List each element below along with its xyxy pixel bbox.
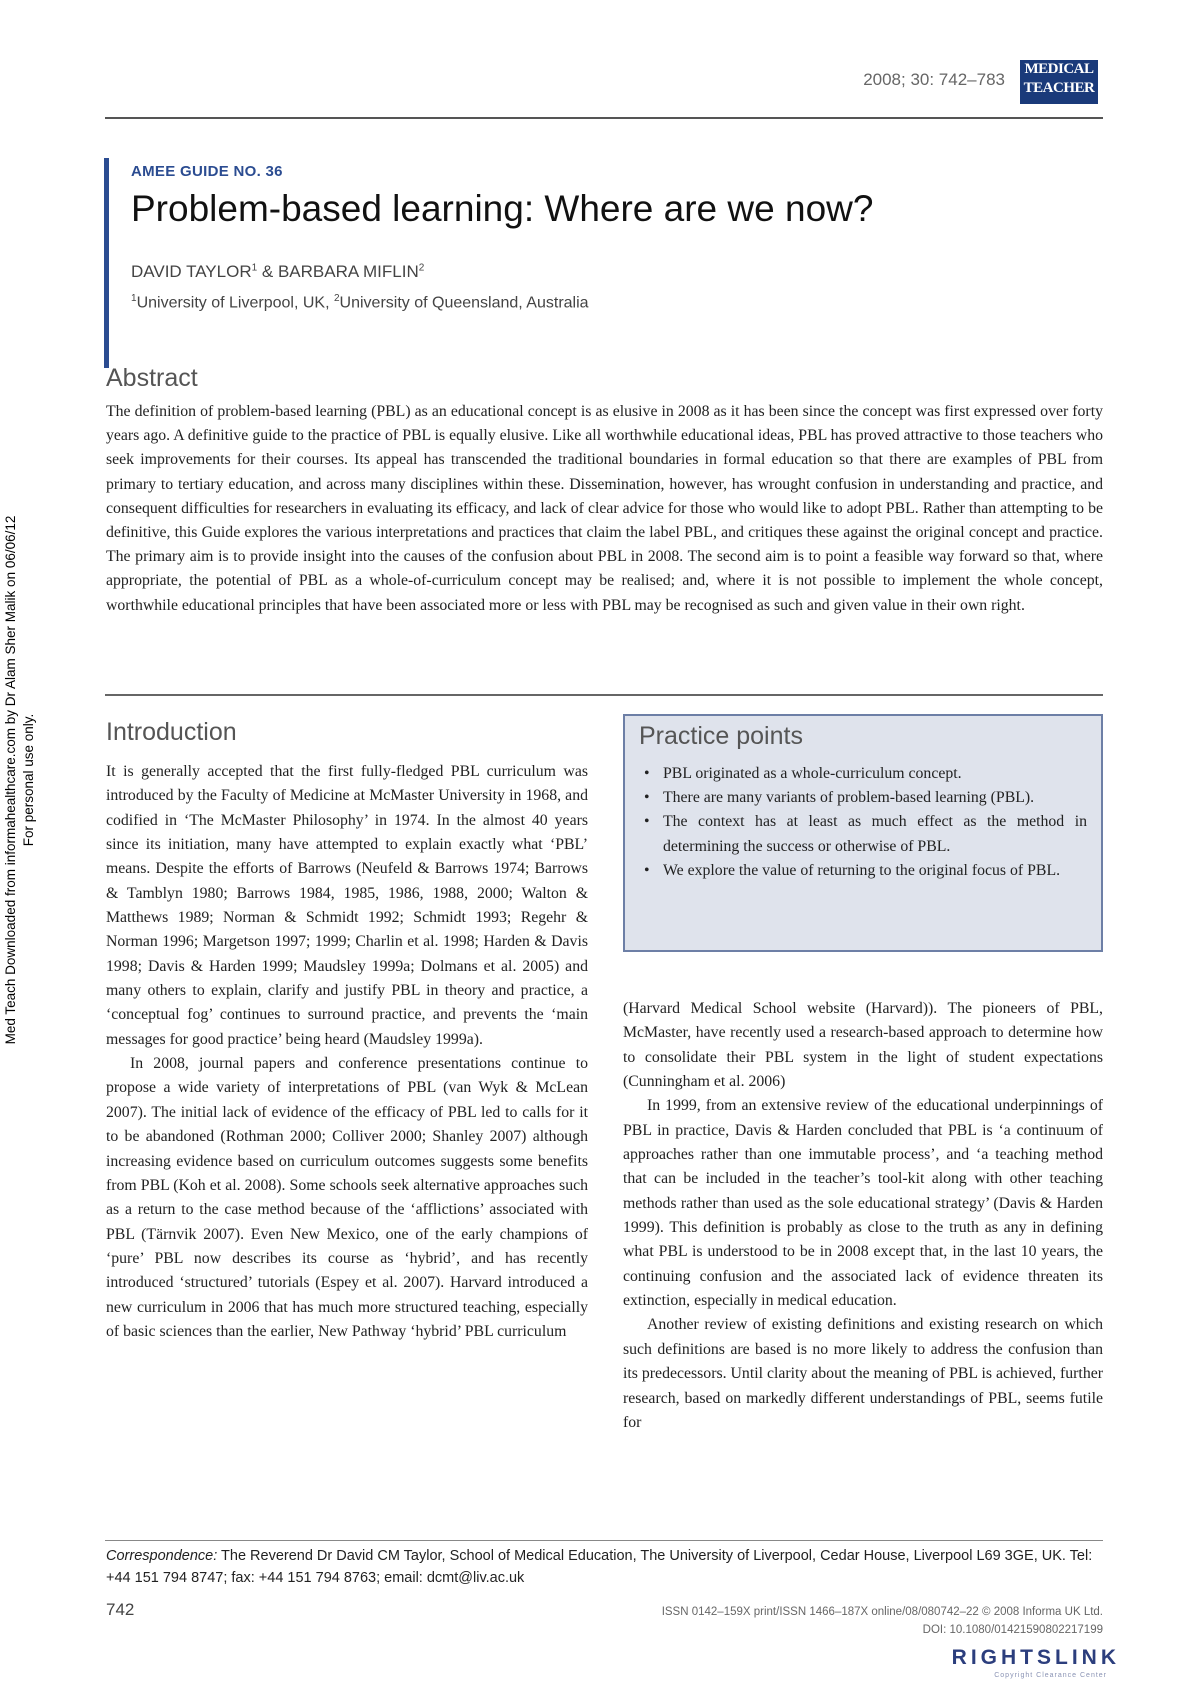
doi-line: DOI: 10.1080/01421590802217199 (922, 1624, 1103, 1636)
practice-points-list (641, 762, 1087, 883)
journal-reference: 2008; 30: 742–783 (863, 70, 1005, 89)
author-name: BARBARA MIFLIN (277, 262, 419, 281)
abstract-body: The definition of problem-based learning (PBL) as an educational concept is as elusive in 2008 as it has been since the concept was first expressed over forty years ago. A definitive guide to the practice of PBL is equally elusive. Like all worthwhile educational ideas, PBL has proved attractive to those teachers who seek improvements for their courses. Its appeal has transcended the traditional boundaries in formal education so that there are examples of PBL from primary to tertiary education, and across many disciplines within these. Dissemination, however, has wrought confusion in understanding and practice, and consequent difficulties for researchers in evaluating its efficacy, and lack of clear advice for those who would like to adopt PBL. Rather than attempting to be definitive, this Guide explores the various interpretations and practices that claim the label PBL, and critiques these against the original concept and practice. The primary aim is to provide insight into the causes of the confusion about PBL in 2008. The second aim is to point a feasible way forward so that, where appropriate, the potential of PBL as a whole-of-curriculum concept may be realised; and, where it is not possible to implement the whole concept, worthwhile educational principles that have been associated more or less with PBL may be recognised as such and given value in their own right. (106, 403, 1103, 614)
practice-point-item: • We explore the value of returning to the original focus of PBL. (641, 859, 1087, 883)
body-paragraph: In 1999, from an extensive review of the educational underpinnings of PBL in practice, Davis & Harden concluded that PBL is ‘a continuum of approaches rather than one immutable process’, and ‘a teaching method that can be included in the teacher’s tool-kit along with other teaching methods rather than used as the sole educational strategy’ (Davis & Harden 1999). This definition is probably as close to the truth as any in defining what PBL is understood to be in 2008 except that, in the last 10 years, the continuing confusion and the associated lack of evidence threaten its extinction, especially in medical education. (623, 1097, 1103, 1310)
article-title: Problem-based learning: Where are we now? (131, 188, 874, 229)
body-paragraph: In 2008, journal papers and conference presentations continue to propose a wide variety of interpretations of PBL (van Wyk & McLean 2007). The initial lack of evidence of the efficacy of PBL led to calls for it to be abandoned (Rothman 2000; Colliver 2000; Shanley 2007) although increasing evidence based on curriculum outcomes suggests some benefits from PBL (Koh et al. 2008). Some schools seek alternative approaches such as a return to the case method because of the ‘afflictions’ associated with PBL (Tärnvik 2007). Even New Mexico, one of the early champions of ‘pure’ PBL now describes its course as ‘hybrid’, and has recently introduced ‘structured’ tutorials (Espey et al. 2007). Harvard introduced a new curriculum in 2006 that has much more structured teaching, especially of basic sciences than the earlier, New Pathway ‘hybrid’ PBL curriculum (106, 1055, 588, 1340)
affiliation-marker: 2 (333, 293, 340, 304)
practice-points-box (623, 714, 1103, 952)
affiliation-text: University of Queensland, Australia (339, 294, 589, 312)
author-list (131, 262, 424, 282)
practice-points-heading: Practice points (639, 722, 803, 750)
page-number: 742 (106, 1600, 135, 1619)
download-notice (2, 515, 36, 1131)
affiliations (131, 293, 589, 312)
footer-divider (105, 1540, 1103, 1541)
title-accent-bar (104, 158, 109, 368)
abstract-heading: Abstract (106, 364, 198, 392)
download-notice-line: For personal use only. (21, 713, 36, 847)
abstract-divider (105, 694, 1103, 696)
practice-point-item: • The context has at least as much effect as the method in determining the success or otherwise of PBL. (641, 810, 1087, 858)
right-column (623, 997, 1103, 1435)
affiliation-text: University of Liverpool, UK, (136, 294, 334, 312)
issn-doi-block (662, 1603, 1103, 1639)
download-notice-line: Med Teach Downloaded from informahealthcare.com by Dr Alam Sher Malik on 06/06/12 (3, 515, 18, 1045)
affiliation-marker: 1 (131, 293, 137, 304)
body-paragraph: It is generally accepted that the first fully-fledged PBL curriculum was introduced by the Faculty of Medicine at McMaster University in 1968, and codified in ‘The McMaster Philosophy’ in 1974. In the almost 40 years since its initiation, many have attempted to explain exactly what ‘PBL’ means. Despite the efforts of Barrows (Neufeld & Barrows 1974; Barrows & Tamblyn 1980; Barrows 1984, 1985, 1986, 1988, 2000; Walton & Matthews 1989; Norman & Schmidt 1992; Schmidt 1993; Regehr & Norman 1996; Margetson 1997; 1999; Charlin et al. 1998; Harden & Davis 1998; Davis & Harden 1999; Maudsley 1999a; Dolmans et al. 2005) and many others to explain, clarify and justify PBL in theory and practice, a ‘conceptual fog’ continues to surround practice, and prevents the ‘main messages for good practice’ being heard (Maudsley 1999a). (106, 763, 588, 1048)
correspondence-note (106, 1545, 1103, 1589)
issn-line: ISSN 0142–159X print/ISSN 1466–187X online/08/080742–22 © 2008 Informa UK Ltd. (661, 1606, 1103, 1618)
introduction-column (106, 760, 588, 1344)
logo-line-2: TEACHER (1023, 80, 1095, 96)
practice-point-item: • PBL originated as a whole-curriculum concept. (641, 762, 1087, 786)
author-name: DAVID TAYLOR (131, 262, 252, 281)
header-divider (105, 117, 1103, 119)
body-paragraph: Another review of existing definitions and existing research on which such definitions are based is no more likely to address the confusion than its predecessors. Until clarity about the meaning of PBL is achieved, further research, based on markedly different understandings of PBL, seems futile for (623, 1316, 1103, 1431)
author-separator: & (257, 262, 278, 281)
rightslink-subtitle: Copyright Clearance Center (994, 1672, 1107, 1679)
guide-series-label: AMEE GUIDE NO. 36 (131, 163, 283, 180)
correspondence-label: Correspondence: (106, 1548, 218, 1564)
author-affiliation-marker: 2 (418, 262, 425, 274)
journal-logo (1020, 60, 1098, 104)
rightslink-logo: RIGHTSLINK (951, 1646, 1120, 1669)
logo-line-1: MEDICAL (1024, 61, 1094, 77)
author-affiliation-marker: 1 (251, 262, 258, 274)
correspondence-text: The Reverend Dr David CM Taylor, School of Medical Education, The University of Liverpool, Cedar House, Liverpool L69 3GE, UK. Tel: +44 151 794 8747; fax: +44 151 794 8763; email: dcmt@liv.ac.uk (106, 1548, 1093, 1586)
practice-point-item: • There are many variants of problem-based learning (PBL). (641, 786, 1087, 810)
introduction-heading: Introduction (106, 718, 237, 746)
body-paragraph: (Harvard Medical School website (Harvard)). The pioneers of PBL, McMaster, have recently used a research-based approach to determine how to consolidate their PBL system in the light of student expectations (Cunningham et al. 2006) (623, 1000, 1103, 1091)
